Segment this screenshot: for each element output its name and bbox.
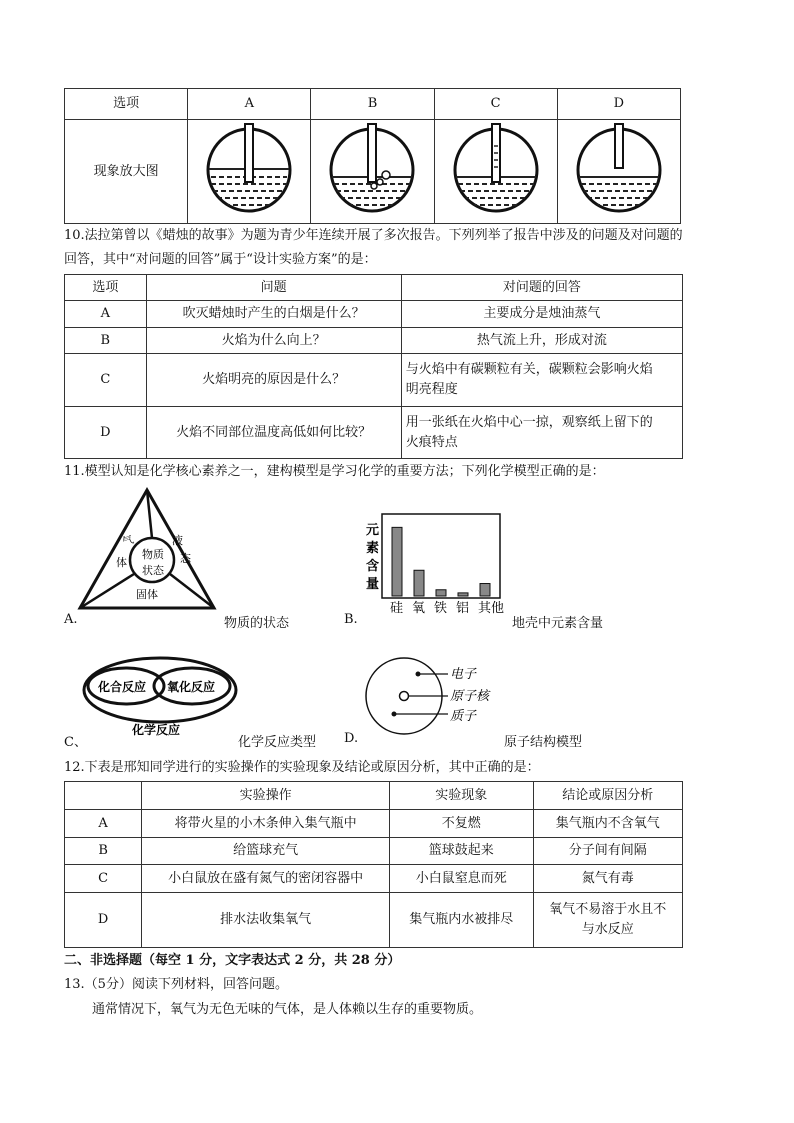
liquid-label: 液 <box>172 534 183 547</box>
q9-option-d: D <box>557 89 680 120</box>
flask-figure-c <box>448 122 544 214</box>
q10-row-c-option: C <box>65 354 147 407</box>
q9-option-b: B <box>311 89 434 120</box>
center-label-2: 状态 <box>142 564 164 577</box>
q10-row-a-answer: 主要成分是烛油蒸气 <box>401 301 682 328</box>
q11-a-caption: 物质的状态 <box>224 616 290 631</box>
chart-ylabel <box>366 523 379 592</box>
bar-2 <box>436 590 446 596</box>
oxidation-reaction-label: 氧化反应 <box>167 680 216 694</box>
electron-dot <box>416 672 421 677</box>
q9-figure-a <box>188 120 311 224</box>
ylabel-char-2: 素 <box>366 541 380 556</box>
section2-title: 二、非选择题（每空 1 分，文字表达式 2 分，共 28 分） <box>64 953 401 968</box>
electron-label: 电子 <box>450 667 477 682</box>
combination-reaction-label: 化合反应 <box>98 680 147 694</box>
flask-figure-d <box>571 122 667 214</box>
q9-figure-b <box>311 120 434 224</box>
bar-1 <box>414 570 424 596</box>
q10-row-d-answer-line1: 用一张纸在火焰中心一掠，观察纸上留下的 <box>405 414 653 430</box>
q12-stem: 12.下表是邢知同学进行的实验操作的实验现象及结论或原因分析，其中正确的是： <box>64 760 540 775</box>
chemical-reaction-label: 化学反应 <box>132 723 181 737</box>
q11-b-label: B. <box>344 612 358 627</box>
q11-c-label: C、 <box>64 735 87 750</box>
q12-row-a-option: A <box>65 810 142 838</box>
proton-label: 质子 <box>450 709 477 724</box>
q11-b-caption: 地壳中元素含量 <box>512 616 604 631</box>
solid-label: 固体 <box>136 588 158 601</box>
q12-row-c-operation: 小白鼠放在盛有氮气的密闭容器中 <box>142 865 390 893</box>
q12-row-a-phenomenon: 不复燃 <box>390 810 533 838</box>
crust-element-chart <box>360 484 510 616</box>
reaction-types-diagram <box>80 654 240 740</box>
q10-header-option: 选项 <box>65 275 147 301</box>
q10-row-b-answer: 热气流上升，形成对流 <box>401 328 682 354</box>
ylabel-char-3: 含 <box>366 559 380 574</box>
q10-row-d-option: D <box>65 407 147 459</box>
q11-d-caption: 原子结构模型 <box>504 735 583 750</box>
q12-row-d-conclusion <box>533 893 683 948</box>
x-tick-label-3: 铝 <box>456 601 470 616</box>
flask-figure-b <box>324 122 420 214</box>
q12-header-conclusion: 结论或原因分析 <box>533 782 683 810</box>
bar-4 <box>480 584 490 596</box>
q12-row-d-option: D <box>65 893 142 948</box>
q12-row-b-option: B <box>65 838 142 865</box>
q12-header-operation: 实验操作 <box>142 782 390 810</box>
q12-row-d-phenomenon: 集气瓶内水被排尽 <box>390 893 533 948</box>
ylabel-char-4: 量 <box>366 577 380 592</box>
q12-row-d-conclusion-line2: 与水反应 <box>581 922 634 937</box>
q12-header-phenomenon: 实验现象 <box>390 782 533 810</box>
q10-header-question: 问题 <box>146 275 401 301</box>
q10-row-c-answer-line2: 明亮程度 <box>405 382 458 397</box>
flask-figure-a <box>201 122 297 214</box>
q10-row-b-question: 火焰为什么向上？ <box>146 328 401 354</box>
q10-row-a-question: 吹灭蜡烛时产生的白烟是什么？ <box>146 301 401 328</box>
q12-row-b-operation: 给篮球充气 <box>142 838 390 865</box>
q9-row-label: 现象放大图 <box>65 120 188 224</box>
q12-row-b-phenomenon: 篮球鼓起来 <box>390 838 533 865</box>
q9-header-label: 选项 <box>65 89 188 120</box>
q13-stem: 13.（5分）阅读下列材料，回答问题。 <box>64 977 288 992</box>
nucleus-circle <box>400 692 409 701</box>
bar-0 <box>392 527 402 596</box>
q10-row-d-question: 火焰不同部位温度高低如何比较？ <box>146 407 401 459</box>
q12-table <box>64 781 683 948</box>
bar-3 <box>458 593 468 596</box>
q12-header-blank <box>65 782 142 810</box>
q11-c-caption: 化学反应类型 <box>238 735 317 750</box>
q12-row-a-operation: 将带火星的小木条伸入集气瓶中 <box>142 810 390 838</box>
q12-row-c-phenomenon: 小白鼠窒息而死 <box>390 865 533 893</box>
q11-a-label: A. <box>64 612 78 627</box>
q9-option-c: C <box>434 89 557 120</box>
q12-row-d-operation: 排水法收集氧气 <box>142 893 390 948</box>
x-tick-label-4: 其他 <box>478 601 505 616</box>
gas-label: 气 <box>120 532 136 549</box>
q10-row-c-answer <box>401 354 682 407</box>
x-tick-label-2: 铁 <box>434 601 448 616</box>
q12-row-b-conclusion: 分子间有间隔 <box>533 838 683 865</box>
q10-row-d-answer-line2: 火痕特点 <box>405 434 458 450</box>
q13-paragraph: 通常情况下，氧气为无色无味的气体，是人体赖以生存的重要物质。 <box>92 1002 483 1017</box>
states-of-matter-diagram <box>76 486 218 612</box>
q10-row-a-option: A <box>65 301 147 328</box>
q9-figure-d <box>557 120 680 224</box>
q10-table <box>64 274 683 459</box>
q12-row-c-option: C <box>65 865 142 893</box>
q12-row-c-conclusion: 氮气有毒 <box>533 865 683 893</box>
q10-stem-line1: 10.法拉第曾以《蜡烛的故事》为题为青少年连续开展了多次报告。下列列举了报告中涉及的问题及对问题的 <box>64 228 683 243</box>
q9-option-a: A <box>188 89 311 120</box>
proton-dot <box>392 712 397 717</box>
atom-structure-diagram <box>360 656 510 738</box>
q12-row-d-conclusion-line1: 氧气不易溶于水且不 <box>549 902 667 917</box>
q10-header-answer: 对问题的回答 <box>401 275 682 301</box>
q9-table <box>64 88 681 224</box>
gas-label-2: 体 <box>116 556 127 569</box>
x-tick-label-0: 硅 <box>390 601 404 616</box>
ylabel-char-1: 元 <box>366 523 380 538</box>
q11-d-label: D. <box>344 731 359 746</box>
liquid-label-2: 态 <box>180 552 191 565</box>
q9-figure-c <box>434 120 557 224</box>
q10-row-d-answer <box>401 407 682 459</box>
q12-row-a-conclusion: 集气瓶内不含氧气 <box>533 810 683 838</box>
q10-row-c-question: 火焰明亮的原因是什么？ <box>146 354 401 407</box>
nucleus-label: 原子核 <box>450 689 490 704</box>
center-label-1: 物质 <box>142 548 164 561</box>
x-tick-label-1: 氧 <box>412 601 426 616</box>
q10-row-b-option: B <box>65 328 147 354</box>
q10-row-c-answer-line1: 与火焰中有碳颗粒有关，碳颗粒会影响火焰 <box>405 362 653 377</box>
q10-stem-line2: 回答，其中“对问题的回答”属于“设计实验方案”的是： <box>64 252 377 267</box>
q11-stem: 11.模型认知是化学核心素养之一，建构模型是学习化学的重要方法；下列化学模型正确的是： <box>64 464 605 479</box>
